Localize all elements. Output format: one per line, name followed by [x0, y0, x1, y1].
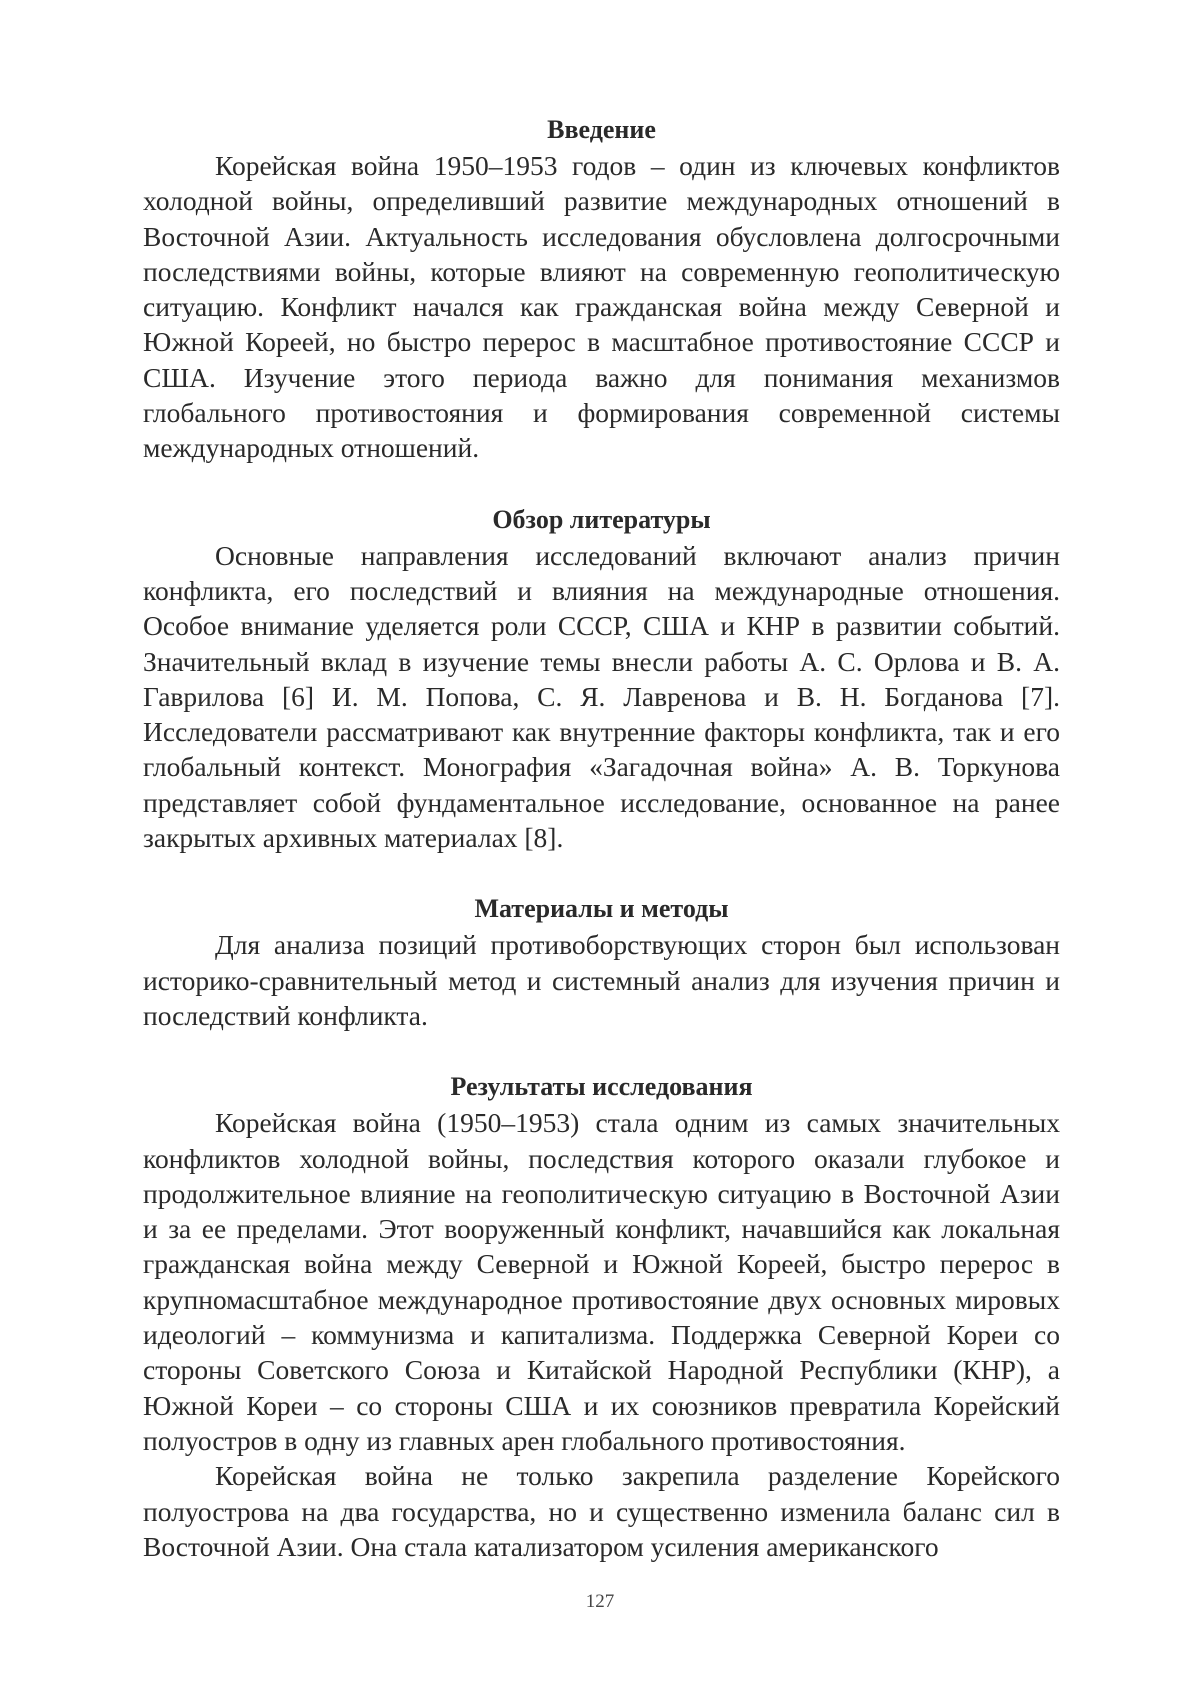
section-spacer: [143, 1033, 1060, 1069]
section-spacer: [143, 466, 1060, 502]
page-body: [143, 112, 1060, 1652]
heading-materials-methods: Материалы и методы: [474, 894, 729, 924]
section-spacer: [143, 855, 1060, 891]
heading-introduction: Введение: [547, 115, 656, 144]
heading-results: Результаты исследования: [450, 1072, 753, 1102]
materials-methods-paragraph: Для анализа позиций противоборствующих сторон был использован историко-сравнительный метод и системный анализ для изучения причин и последствий конфликта.: [143, 929, 1060, 1031]
heading-literature-review: Обзор литературы: [492, 504, 711, 534]
results-paragraph: Корейская война не только закрепила разделение Корейского полуострова на два государства, но и существенно изменила баланс сил в Восточной Азии. Она стала катализатором усиления американского: [143, 1460, 1060, 1562]
literature-review-paragraph: Основные направления исследований включают анализ причин конфликта, его последствий и влияния на международные отношения. Особое внимание уделяется роли СССР, США и КНР в развитии событий. Значительный вклад в изучение темы внесли работы А. С. Орлова и В. А. Гаврилова [6] И. М. Попова, С. Я. Лавренова и В. Н. Богданова [7]. Исследователи рассматривают как внутренние факторы конфликта, так и его глобальный контекст. Монография «Загадочная война» А. В. Торкунова представляет собой фундаментальное исследование, основанное на ранее закрытых архивных материалах [8].: [143, 539, 1060, 854]
introduction-paragraph: Корейская война 1950–1953 годов – один из ключевых конфликтов холодной войны, определивший развитие международных отношений в Восточной Азии. Актуальность исследования обусловлена долгосрочными последствиями войны, которые влияют на современную геополитическую ситуацию. Конфликт начался как гражданская война между Северной и Южной Кореей, но быстро перерос в масштабное противостояние СССР и США. Изучение этого периода важно для понимания механизмов глобального противостояния и формирования современной системы международных отношений.: [143, 150, 1060, 464]
page-number: 127: [585, 1591, 615, 1612]
results-paragraph: Корейская война (1950–1953) стала одним из самых значительных конфликтов холодной войны, последствия которого оказали глубокое и продолжительное влияние на геополитическую ситуацию в Восточной Азии и за ее пределами. Этот вооруженный конфликт, начавшийся как локальная гражданская война между Северной и Южной Кореей, быстро перерос в крупномасштабное международное противостояние двух основных мировых идеологий – коммунизма и капитализма. Поддержка Северной Кореи со стороны Советского Союза и Китайской Народной Республики (КНР), а Южной Кореи – со стороны США и их союзников превратила Корейский полуостров в одну из главных арен глобального противостояния.: [143, 1107, 1060, 1456]
